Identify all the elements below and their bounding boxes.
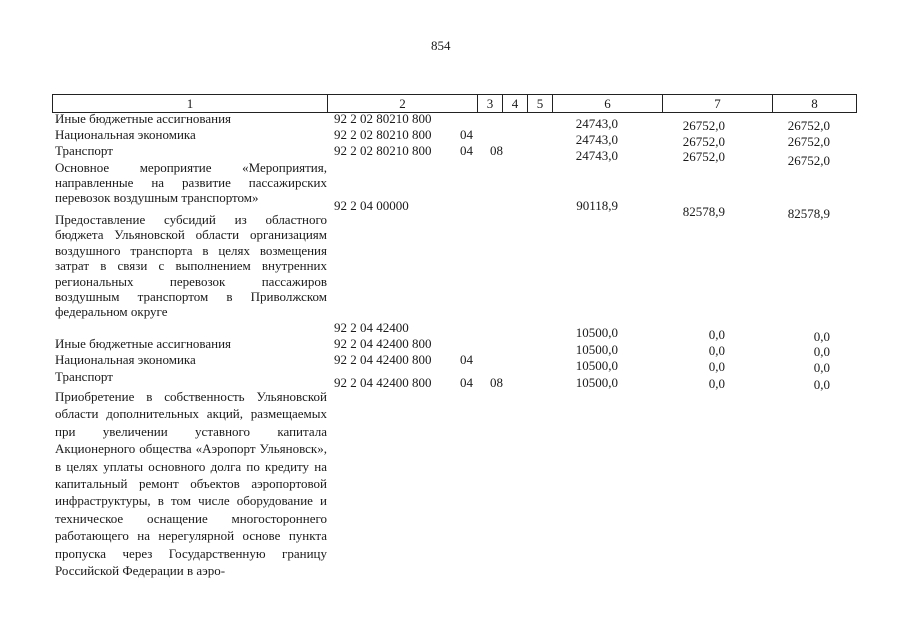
row-value-8: 0,0: [813, 329, 830, 344]
row-section: 04: [460, 375, 473, 390]
header-col-3: 3: [477, 95, 502, 112]
row-subsection: 08: [490, 375, 503, 390]
row-value-8: 0,0: [813, 360, 830, 375]
row-section: 04: [460, 143, 473, 158]
row-code: 92 2 04 42400 800: [334, 336, 432, 351]
row-value-7: 0,0: [708, 327, 725, 342]
row-description: Национальная экономика: [55, 352, 196, 367]
header-col-8: 8: [772, 95, 857, 112]
row-description: Иные бюджетные ассигнования: [55, 336, 232, 351]
row-value-7: 26752,0: [682, 134, 725, 149]
header-col-2: 2: [327, 95, 477, 112]
row-code: 92 2 04 42400 800: [334, 375, 432, 390]
row-code: 92 2 04 42400 800: [334, 352, 432, 367]
row-description: Основное мероприятие «Мероприятия, направленные на развитие пассажирских перевозок воздушным транспортом»: [55, 160, 327, 205]
row-value-8: 0,0: [813, 377, 830, 392]
row-value-7: 26752,0: [682, 149, 725, 164]
header-col-1: 1: [52, 95, 327, 112]
row-value-8: 26752,0: [787, 153, 830, 168]
page-number: 854: [431, 38, 451, 53]
header-col-4: 4: [502, 95, 527, 112]
row-value-6: 10500,0: [575, 342, 618, 357]
row-code: 92 2 04 00000: [334, 198, 409, 213]
row-description: Приобретение в собственность Ульяновской области дополнительных акций, размещаемых при увеличении уставного капитала Акционерного общества «Аэропорт Ульяновск», в целях уплаты основного долга по кредиту на капитальный ремонт объектов аэропортовой инфраструктуры, в том числе оборудование и техническое оснащение многостороннего работающего на нерегулярной основе пункта пропуска через Государственную границу Российской Федерации в аэро-: [55, 389, 327, 579]
row-code: 92 2 02 80210 800: [334, 111, 432, 126]
row-description: Транспорт: [55, 143, 113, 158]
row-description: Иные бюджетные ассигнования: [55, 111, 232, 126]
header-col-6: 6: [552, 95, 662, 112]
row-code: 92 2 02 80210 800: [334, 127, 432, 142]
row-description: Транспорт: [55, 369, 113, 384]
row-value-6: 24743,0: [575, 148, 618, 163]
row-value-6: 90118,9: [576, 198, 618, 213]
row-value-7: 82578,9: [682, 204, 725, 219]
row-subsection: 08: [490, 143, 503, 158]
row-value-7: 0,0: [708, 376, 725, 391]
header-col-5: 5: [527, 95, 552, 112]
row-value-6: 24743,0: [575, 132, 618, 147]
row-value-7: 26752,0: [682, 118, 725, 133]
row-value-6: 10500,0: [575, 375, 618, 390]
row-code: 92 2 02 80210 800: [334, 143, 432, 158]
row-value-8: 0,0: [813, 344, 830, 359]
row-code: 92 2 04 42400: [334, 320, 409, 335]
row-value-8: 26752,0: [787, 118, 830, 133]
row-value-8: 26752,0: [787, 134, 830, 149]
row-value-6: 24743,0: [575, 116, 618, 131]
row-value-6: 10500,0: [575, 325, 618, 340]
row-value-8: 82578,9: [787, 206, 830, 221]
row-value-7: 0,0: [708, 343, 725, 358]
row-value-6: 10500,0: [575, 358, 618, 373]
row-value-7: 0,0: [708, 359, 725, 374]
row-section: 04: [460, 352, 473, 367]
row-description: Предоставление субсидий из областного бюджета Ульяновской области организациям воздушного транспорта в целях возмещения затрат в связи с выполнением внутренних региональных перевозок пассажиров воздушным транспортом в Приволжском федеральном округе: [55, 212, 327, 320]
header-col-7: 7: [662, 95, 772, 112]
row-section: 04: [460, 127, 473, 142]
row-description: Национальная экономика: [55, 127, 196, 142]
